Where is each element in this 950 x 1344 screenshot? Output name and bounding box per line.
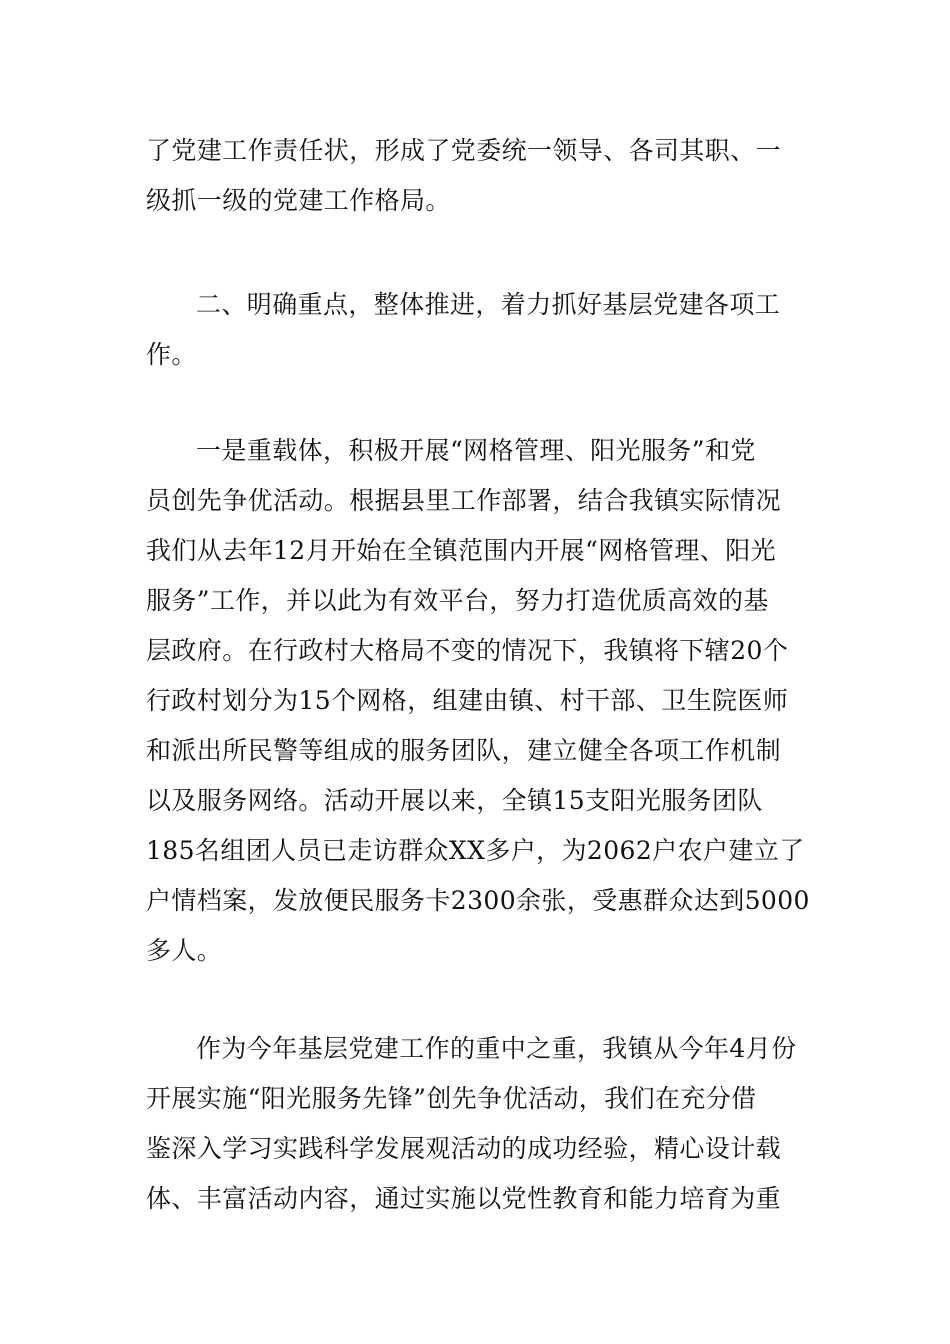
text-line: 一是重载体，积极开展“网格管理、阳光服务”和党 xyxy=(196,436,756,465)
text-line: 户情档案，发放便民服务卡2300余张，受惠群众达到5000 xyxy=(146,886,810,915)
text-line: 了党建工作责任状，形成了党委统一领导、各司其职、一 xyxy=(146,136,782,165)
text-line: 体、丰富活动内容，通过实施以党性教育和能力培育为重 xyxy=(146,1184,782,1213)
text-line: 我们从去年12月开始在全镇范围内开展“网格管理、阳光 xyxy=(146,536,776,565)
text-line: 级抓一级的党建工作格局。 xyxy=(146,186,451,215)
text-line: 开展实施“阳光服务先锋”创先争优活动，我们在充分借 xyxy=(146,1084,757,1113)
text-line: 二、明确重点，整体推进，着力抓好基层党建各项工 xyxy=(196,290,781,319)
text-line: 以及服务网络。活动开展以来，全镇15支阳光服务团队 xyxy=(146,786,763,815)
text-line: 行政村划分为15个网格，组建由镇、村干部、卫生院医师 xyxy=(146,686,789,715)
paragraph-3 xyxy=(146,426,810,976)
text-line: 和派出所民警等组成的服务团队，建立健全各项工作机制 xyxy=(146,736,782,765)
text-line: 服务”工作，并以此为有效平台，努力打造优质高效的基 xyxy=(146,586,769,615)
text-line: 层政府。在行政村大格局不变的情况下，我镇将下辖20个 xyxy=(146,636,789,665)
text-line: 员创先争优活动。根据县里工作部署，结合我镇实际情况 xyxy=(146,486,782,515)
text-line: 作为今年基层党建工作的重中之重，我镇从今年4月份 xyxy=(196,1034,797,1063)
text-line: 185名组团人员已走访群众XX多户，为2062户农户建立了 xyxy=(146,836,805,865)
text-line: 鉴深入学习实践科学发展观活动的成功经验，精心设计载 xyxy=(146,1134,782,1163)
paragraph-1 xyxy=(146,126,810,226)
paragraph-2 xyxy=(146,280,810,380)
text-line: 作。 xyxy=(146,340,197,369)
text-line: 多人。 xyxy=(146,936,223,965)
paragraph-4 xyxy=(146,1024,810,1224)
